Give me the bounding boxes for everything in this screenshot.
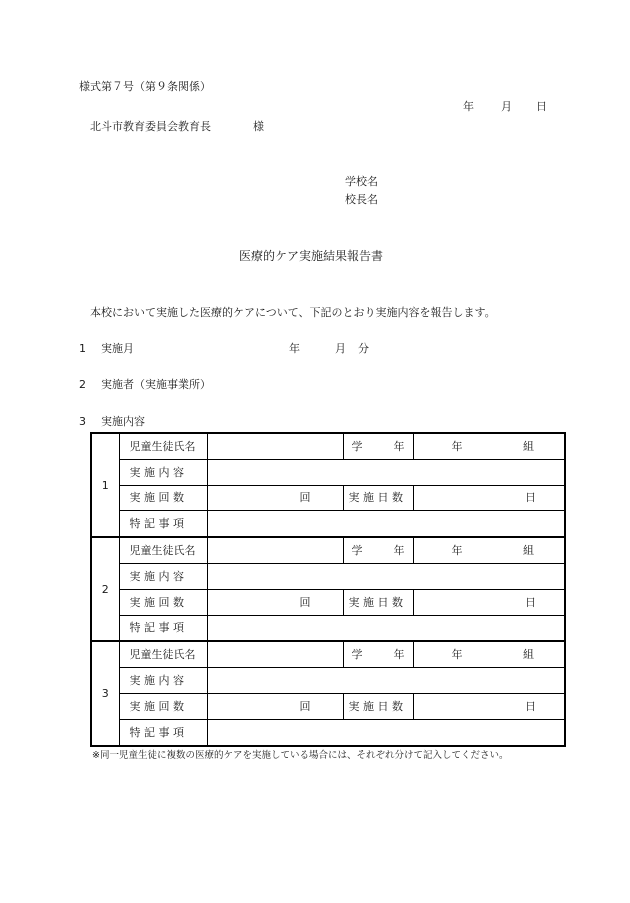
class-year-label: 年 — [451, 439, 463, 453]
times-unit: 回 — [299, 595, 311, 609]
table-row — [91, 511, 565, 537]
class-field[interactable] — [413, 641, 565, 667]
count-field[interactable] — [207, 589, 343, 615]
school-name-label: 学校名 — [345, 175, 378, 188]
content-label: 実 施 内 容 — [119, 459, 207, 485]
item1-suffix: 分 — [358, 342, 369, 355]
grade-label-cell — [343, 433, 413, 459]
times-unit: 回 — [299, 491, 311, 505]
table-row — [91, 459, 565, 485]
item1-year: 年 — [289, 342, 300, 355]
class-year-label: 年 — [451, 544, 463, 558]
addressee-honorific: 様 — [253, 120, 264, 133]
student-name-field[interactable] — [207, 641, 343, 667]
grade-label-cell — [343, 537, 413, 563]
count-label: 実 施 回 数 — [119, 693, 207, 719]
class-group-label: 組 — [523, 648, 534, 662]
item1-label: 実施月 — [101, 342, 134, 355]
student-name-label: 児童生徒氏名 — [119, 433, 207, 459]
principal-name-label: 校長名 — [345, 193, 378, 206]
content-label: 実 施 内 容 — [119, 668, 207, 694]
days-field[interactable] — [413, 589, 565, 615]
student-name-field[interactable] — [207, 537, 343, 563]
count-field[interactable] — [207, 485, 343, 511]
grade-year-label: 年 — [393, 439, 405, 453]
date-month: 月 — [501, 100, 512, 113]
intro-text: 本校において実施した医療的ケアについて、下記のとおり実施内容を報告します。 — [90, 306, 496, 319]
student-name-label: 児童生徒氏名 — [119, 537, 207, 563]
student-name-label: 児童生徒氏名 — [119, 641, 207, 667]
count-field[interactable] — [207, 693, 343, 719]
item1-number: 1 — [79, 342, 86, 355]
days-unit: 日 — [525, 595, 536, 609]
table-row — [91, 563, 565, 589]
notes-field[interactable] — [207, 615, 565, 641]
days-unit: 日 — [525, 699, 536, 713]
content-field[interactable] — [207, 668, 565, 694]
table-row — [91, 719, 565, 745]
addressee-name: 北斗市教育委員会教育長 — [90, 120, 211, 133]
grade-label: 学 — [351, 439, 363, 453]
table-row — [91, 589, 565, 615]
content-field[interactable] — [207, 459, 565, 485]
table-row — [91, 693, 565, 719]
class-year-label: 年 — [451, 648, 463, 662]
date-year: 年 — [463, 100, 474, 113]
group-number: 3 — [91, 641, 119, 745]
days-field[interactable] — [413, 485, 565, 511]
days-label: 実 施 日 数 — [343, 589, 413, 615]
notes-label: 特 記 事 項 — [119, 719, 207, 745]
table-row — [91, 641, 565, 667]
table-row — [91, 485, 565, 511]
table-row — [91, 668, 565, 694]
table-row — [91, 537, 565, 563]
days-unit: 日 — [525, 491, 536, 505]
grade-year-label: 年 — [393, 648, 405, 662]
table-row — [91, 615, 565, 641]
class-field[interactable] — [413, 537, 565, 563]
group-number: 2 — [91, 537, 119, 641]
student-name-field[interactable] — [207, 433, 343, 459]
item3-number: 3 — [79, 415, 86, 428]
count-label: 実 施 回 数 — [119, 485, 207, 511]
notes-field[interactable] — [207, 511, 565, 537]
grade-label: 学 — [351, 544, 363, 558]
class-group-label: 組 — [523, 544, 534, 558]
grade-year-label: 年 — [393, 544, 405, 558]
table-row — [91, 433, 565, 459]
count-label: 実 施 回 数 — [119, 589, 207, 615]
times-unit: 回 — [299, 699, 311, 713]
page-title: 医療的ケア実施結果報告書 — [239, 249, 384, 263]
date-day: 日 — [536, 100, 547, 113]
days-label: 実 施 日 数 — [343, 693, 413, 719]
item3-label: 実施内容 — [101, 415, 145, 428]
class-group-label: 組 — [523, 439, 534, 453]
footnote: ※同一児童生徒に複数の医療的ケアを実施している場合には、それぞれ分けて記入してください。 — [92, 750, 509, 761]
item1-month: 月 — [335, 342, 346, 355]
grade-label-cell — [343, 641, 413, 667]
form-number: 様式第７号（第９条関係） — [79, 80, 211, 93]
days-field[interactable] — [413, 693, 565, 719]
class-field[interactable] — [413, 433, 565, 459]
notes-label: 特 記 事 項 — [119, 511, 207, 537]
content-field[interactable] — [207, 563, 565, 589]
content-label: 実 施 内 容 — [119, 563, 207, 589]
notes-label: 特 記 事 項 — [119, 615, 207, 641]
days-label: 実 施 日 数 — [343, 485, 413, 511]
implementation-table — [90, 432, 566, 747]
group-number: 1 — [91, 433, 119, 537]
item2-number: 2 — [79, 378, 86, 391]
notes-field[interactable] — [207, 719, 565, 745]
grade-label: 学 — [351, 648, 363, 662]
item2-label: 実施者（実施事業所） — [101, 378, 211, 391]
